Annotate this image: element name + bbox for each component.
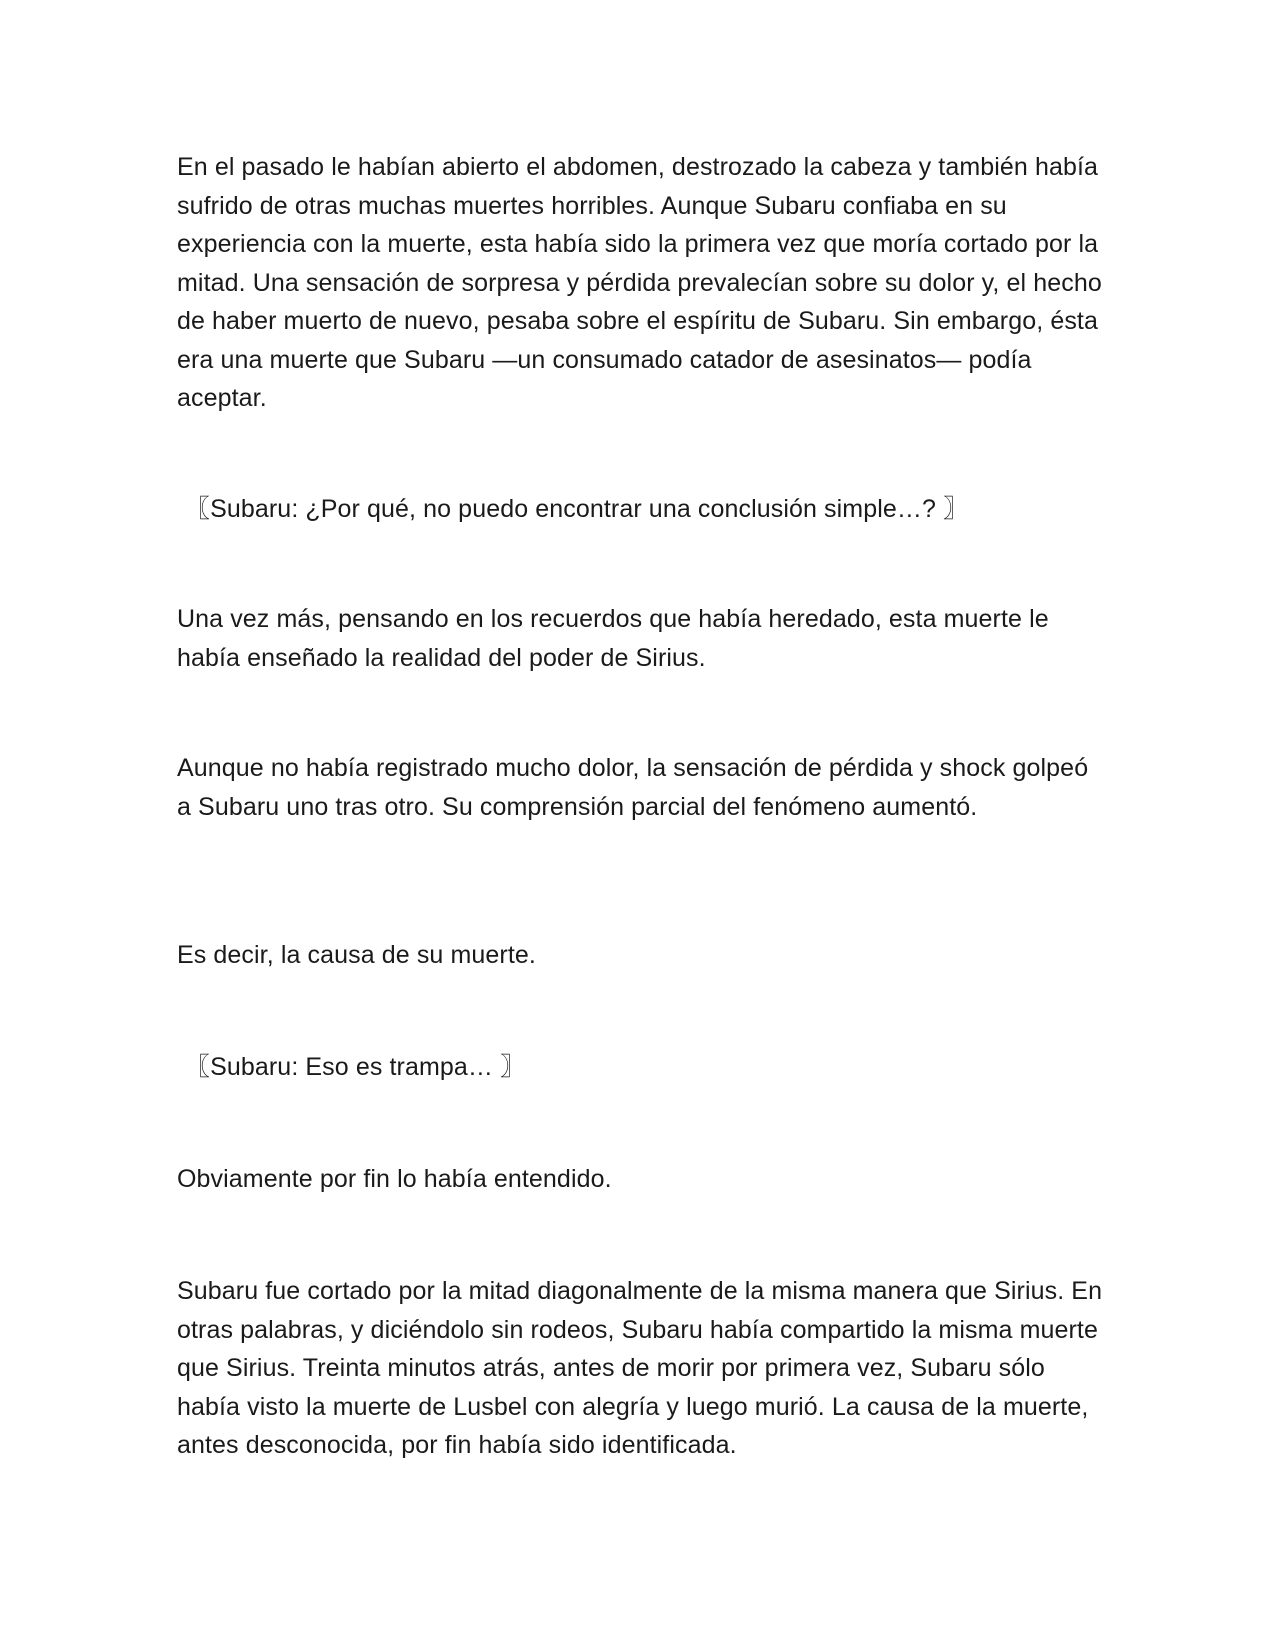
paragraph-sirius-power: Una vez más, pensando en los recuerdos que había heredado, esta muerte le había enseñado la realidad del poder de Sirius.: [177, 605, 1049, 672]
paragraph-closing: Subaru fue cortado por la mitad diagonalmente de la misma manera que Sirius. En otras palabras, y diciéndolo sin rodeos, Subaru había compartido la misma muerte que Sirius. Treinta minutos atrás, antes de morir por primera vez, Subaru sólo había visto la muerte de Lusbel con alegría y luego murió. La causa de la muerte, antes desconocida, por fin había sido identificada.: [177, 1277, 1103, 1459]
paragraph-opening: En el pasado le habían abierto el abdomen, destrozado la cabeza y también había sufrido de otras muchas muertes horribles. Aunque Subaru confiaba en su experiencia con la muerte, esta había sido la primera vez que moría cortado por la mitad. Una sensación de sorpresa y pérdida prevalecían sobre su dolor y, el hecho de haber muerto de nuevo, pesaba sobre el espíritu de Subaru. Sin embargo, ésta era una muerte que Subaru —un consumado catador de asesinatos— podía aceptar.: [177, 153, 1102, 412]
paragraph-cause: Es decir, la causa de su muerte.: [177, 941, 536, 969]
paragraph-understood: Obviamente por fin lo había entendido.: [177, 1165, 612, 1193]
dialogue-line-2: 〖Subaru: Eso es trampa… 〗: [185, 1053, 526, 1081]
dialogue-line-1: 〖Subaru: ¿Por qué, no puedo encontrar una conclusión simple…? 〗: [185, 495, 969, 523]
paragraph-loss-shock: Aunque no había registrado mucho dolor, la sensación de pérdida y shock golpeó a Subaru uno tras otro. Su comprensión parcial del fenómeno aumentó.: [177, 754, 1089, 821]
